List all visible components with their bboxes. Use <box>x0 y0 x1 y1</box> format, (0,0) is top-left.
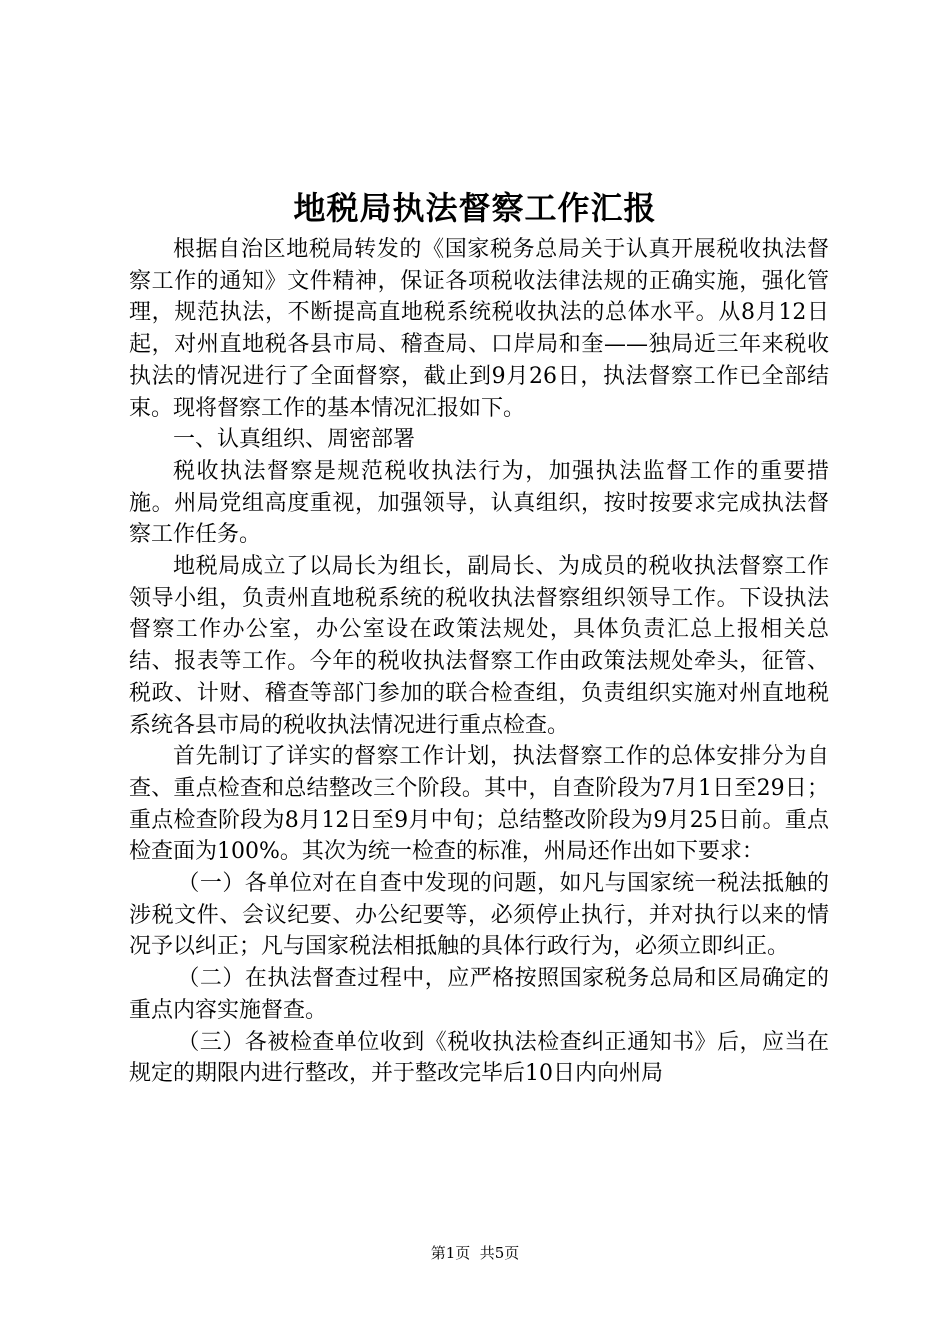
paragraph: 首先制订了详实的督察工作计划，执法督察工作的总体安排分为自查、重点检查和总结整改三个阶段。其中，自查阶段为7月1日至29日；重点检查阶段为8月12日至9月中旬；总结整改阶段为9月25日前。重点检查面为100%。其次为统一检查的标准，州局还作出如下要求： <box>129 744 829 865</box>
list-item: （三）各被检查单位收到《税收执法检查纠正通知书》后，应当在规定的期限内进行整改，并于整改完毕后10日内向州局 <box>129 1029 829 1087</box>
paragraph: 地税局成立了以局长为组长，副局长、为成员的税收执法督察工作领导小组，负责州直地税系统的税收执法督察组织领导工作。下设执法督察工作办公室，办公室设在政策法规处，具体负责汇总上报相关总结、报表等工作。今年的税收执法督察工作由政策法规处牵头，征管、税政、计财、稽查等部门参加的联合检查组，负责组织实施对州直地税系统各县市局的税收执法情况进行重点检查。 <box>129 554 829 738</box>
document-title: 地税局执法督察工作汇报 <box>293 189 657 227</box>
document-body <box>129 234 829 1090</box>
list-item: （二）在执法督查过程中，应严格按照国家税务总局和区局确定的重点内容实施督查。 <box>129 966 829 1023</box>
section-heading: 一、认真组织、周密部署 <box>173 427 416 453</box>
paragraph: 税收执法督察是规范税收执法行为，加强执法监督工作的重要措施。州局党组高度重视，加强领导，认真组织，按时按要求完成执法督察工作任务。 <box>129 458 829 548</box>
paragraph-intro: 根据自治区地税局转发的《国家税务总局关于认真开展税收执法督察工作的通知》文件精神，保证各项税收法律法规的正确实施，强化管理，规范执法，不断提高直地税系统税收执法的总体水平。从8月12日起，对州直地税各县市局、稽查局、口岸局和奎——独局近三年来税收执法的情况进行了全面督察，截止到9月26日，执法督察工作已全部结束。现将督察工作的基本情况汇报如下。 <box>129 237 829 421</box>
list-item: （一）各单位对在自查中发现的问题，如凡与国家统一税法抵触的涉税文件、会议纪要、办公纪要等，必须停止执行，并对执行以来的情况予以纠正；凡与国家税法相抵触的具体行政行为，必须立即纠正。 <box>129 871 829 960</box>
page-number-footer: 第1页 共5页 <box>430 1244 520 1262</box>
